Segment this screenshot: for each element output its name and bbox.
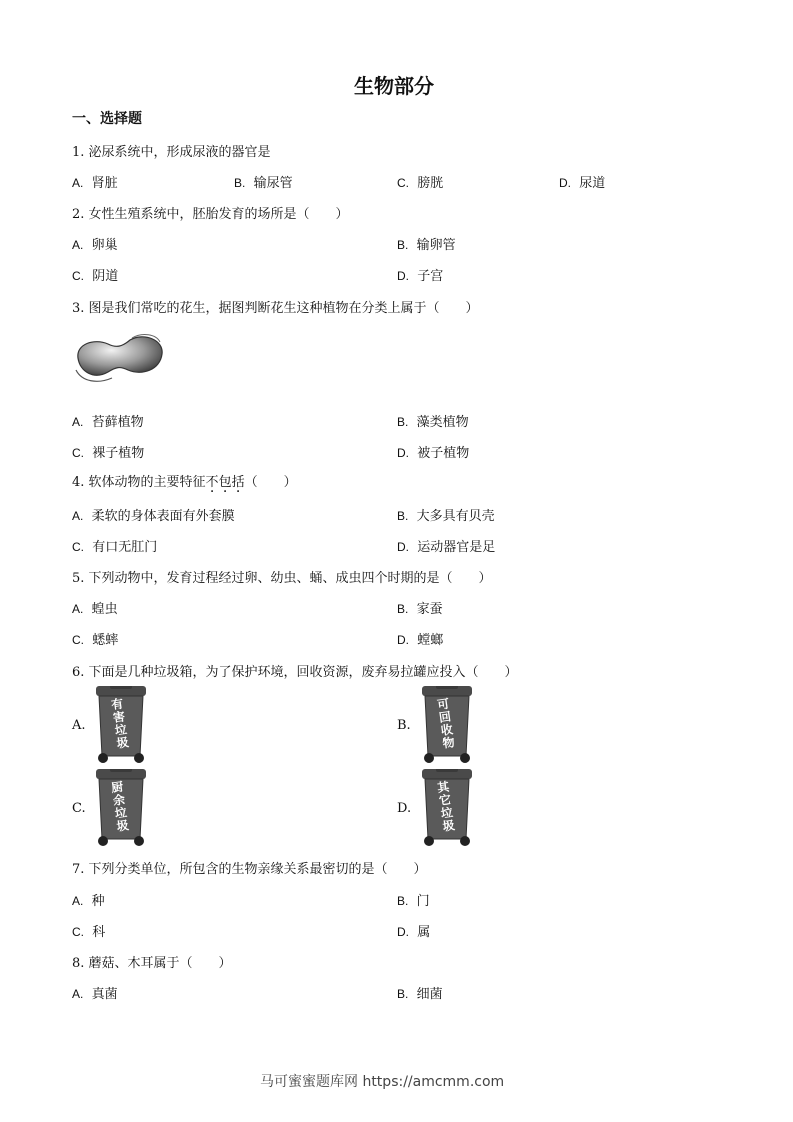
other-waste-bin-image bbox=[416, 769, 478, 849]
option-label: A. bbox=[72, 238, 84, 252]
option-label: D. bbox=[397, 925, 409, 939]
hazardous-waste-bin-image bbox=[90, 686, 152, 766]
section-heading: 一、选择题 bbox=[72, 111, 142, 127]
q5-option-a bbox=[72, 598, 118, 617]
option-text: 运动器官是足 bbox=[417, 540, 496, 555]
option-label: B. bbox=[397, 238, 409, 252]
emphasized-char: 包 bbox=[218, 475, 232, 490]
q2-option-d bbox=[397, 265, 443, 284]
option-label: D. bbox=[397, 269, 409, 283]
question-4-stem bbox=[72, 471, 297, 490]
option-text: 家蚕 bbox=[416, 602, 443, 617]
option-text: 门 bbox=[416, 894, 430, 909]
option-text: 大多具有贝壳 bbox=[416, 509, 495, 524]
bin-char: 可 bbox=[436, 696, 451, 713]
option-label: C. bbox=[72, 925, 84, 939]
q4-option-c bbox=[72, 536, 157, 555]
option-text: 卵巢 bbox=[91, 238, 118, 253]
option-text: 裸子植物 bbox=[92, 446, 145, 461]
option-text: 蝗虫 bbox=[91, 602, 118, 617]
option-text: 输卵管 bbox=[416, 238, 456, 253]
option-label: A. bbox=[72, 509, 84, 523]
option-text: 藻类植物 bbox=[416, 415, 469, 430]
bin-char: 圾 bbox=[115, 735, 130, 751]
bin-char: 有 bbox=[110, 696, 125, 713]
option-label: D. bbox=[397, 633, 409, 647]
footer-watermark-link[interactable]: 马可蜜蜜题库网 https://amcmm.com bbox=[260, 1074, 505, 1090]
q1-option-d bbox=[559, 172, 605, 191]
stem-prefix: 4. 软体动物的主要特征 bbox=[72, 475, 206, 490]
q7-option-d bbox=[397, 921, 430, 940]
q3-option-a bbox=[72, 411, 144, 430]
q8-option-a bbox=[72, 983, 118, 1002]
option-label: C. bbox=[397, 176, 409, 190]
emphasized-char: 不 bbox=[205, 475, 219, 490]
bin-char: 回 bbox=[438, 709, 452, 725]
option-label: A. bbox=[72, 987, 84, 1001]
q7-option-b bbox=[397, 890, 430, 909]
option-text: 有口无肛门 bbox=[92, 540, 158, 555]
q6-option-b-label: B. bbox=[397, 718, 411, 733]
q5-option-d bbox=[397, 629, 443, 648]
option-label: A. bbox=[72, 602, 84, 616]
q4-option-b bbox=[397, 505, 495, 524]
option-label: C. bbox=[72, 540, 84, 554]
bin-char: 圾 bbox=[115, 818, 130, 834]
q4-option-a bbox=[72, 505, 235, 524]
q8-option-b bbox=[397, 983, 443, 1002]
q7-option-a bbox=[72, 890, 105, 909]
option-label: A. bbox=[72, 415, 84, 429]
question-2-stem: 2. 女性生殖系统中，胚胎发育的场所是（ ） bbox=[72, 207, 349, 222]
q1-option-b bbox=[234, 172, 293, 191]
q2-option-b bbox=[397, 234, 456, 253]
option-text: 科 bbox=[92, 925, 106, 940]
stem-suffix: （ ） bbox=[244, 475, 297, 490]
option-label: D. bbox=[559, 176, 571, 190]
option-text: 苔藓植物 bbox=[91, 415, 144, 430]
recyclable-bin-image bbox=[416, 686, 478, 766]
option-label: D. bbox=[397, 446, 409, 460]
option-text: 输尿管 bbox=[253, 176, 293, 191]
q3-option-b bbox=[397, 411, 469, 430]
option-text: 子宫 bbox=[417, 269, 444, 284]
question-8-stem: 8. 蘑菇、木耳属于（ ） bbox=[72, 956, 232, 971]
q2-option-c bbox=[72, 265, 118, 284]
bin-char: 垃 bbox=[113, 722, 128, 738]
question-1-stem: 1. 泌尿系统中，形成尿液的器官是 bbox=[72, 145, 271, 160]
option-label: D. bbox=[397, 540, 409, 554]
peanut-image bbox=[72, 330, 168, 386]
option-label: A. bbox=[72, 894, 84, 908]
option-label: B. bbox=[397, 894, 409, 908]
option-text: 细菌 bbox=[416, 987, 443, 1002]
question-5-stem: 5. 下列动物中，发育过程经过卵、幼虫、蛹、成虫四个时期的是（ ） bbox=[72, 571, 492, 586]
q6-option-a-label: A. bbox=[72, 718, 86, 733]
option-text: 肾脏 bbox=[91, 176, 118, 191]
option-text: 尿道 bbox=[579, 176, 606, 191]
bin-char: 余 bbox=[112, 792, 126, 808]
q6-option-c-label: C. bbox=[72, 801, 86, 816]
q5-option-b bbox=[397, 598, 443, 617]
bin-char: 其 bbox=[436, 779, 451, 796]
q3-option-d bbox=[397, 442, 469, 461]
q1-option-a bbox=[72, 172, 118, 191]
bin-char: 圾 bbox=[441, 818, 456, 834]
bin-char: 物 bbox=[441, 735, 456, 751]
bin-char: 垃 bbox=[439, 805, 454, 821]
q4-option-d bbox=[397, 536, 495, 555]
question-6-stem: 6. 下面是几种垃圾箱，为了保护环境，回收资源，废弃易拉罐应投入（ ） bbox=[72, 665, 518, 680]
option-text: 被子植物 bbox=[417, 446, 470, 461]
q1-option-c bbox=[397, 172, 443, 191]
option-text: 膀胱 bbox=[417, 176, 444, 191]
q2-option-a bbox=[72, 234, 118, 253]
emphasized-char: 括 bbox=[231, 475, 245, 490]
bin-char: 厨 bbox=[110, 779, 125, 796]
option-label: B. bbox=[397, 415, 409, 429]
q3-option-c bbox=[72, 442, 144, 461]
option-label: B. bbox=[397, 509, 409, 523]
q7-option-c bbox=[72, 921, 105, 940]
page-title: 生物部分 bbox=[354, 74, 434, 98]
option-text: 柔软的身体表面有外套膜 bbox=[91, 509, 235, 524]
q5-option-c bbox=[72, 629, 118, 648]
option-label: C. bbox=[72, 633, 84, 647]
bin-char: 它 bbox=[438, 792, 452, 808]
option-label: C. bbox=[72, 446, 84, 460]
question-7-stem: 7. 下列分类单位，所包含的生物亲缘关系最密切的是（ ） bbox=[72, 862, 427, 877]
option-text: 螳螂 bbox=[417, 633, 444, 648]
q6-option-d-label: D. bbox=[397, 801, 412, 816]
option-label: A. bbox=[72, 176, 84, 190]
option-text: 种 bbox=[91, 894, 105, 909]
bin-char: 害 bbox=[112, 709, 126, 725]
bin-char: 垃 bbox=[113, 805, 128, 821]
question-3-stem: 3. 图是我们常吃的花生，据图判断花生这种植物在分类上属于（ ） bbox=[72, 301, 479, 316]
option-label: B. bbox=[397, 987, 409, 1001]
option-label: B. bbox=[397, 602, 409, 616]
option-text: 真菌 bbox=[91, 987, 118, 1002]
option-label: B. bbox=[234, 176, 246, 190]
option-text: 属 bbox=[417, 925, 431, 940]
bin-char: 收 bbox=[439, 722, 454, 738]
option-text: 蟋蟀 bbox=[92, 633, 119, 648]
kitchen-waste-bin-image bbox=[90, 769, 152, 849]
option-label: C. bbox=[72, 269, 84, 283]
option-text: 阴道 bbox=[92, 269, 119, 284]
